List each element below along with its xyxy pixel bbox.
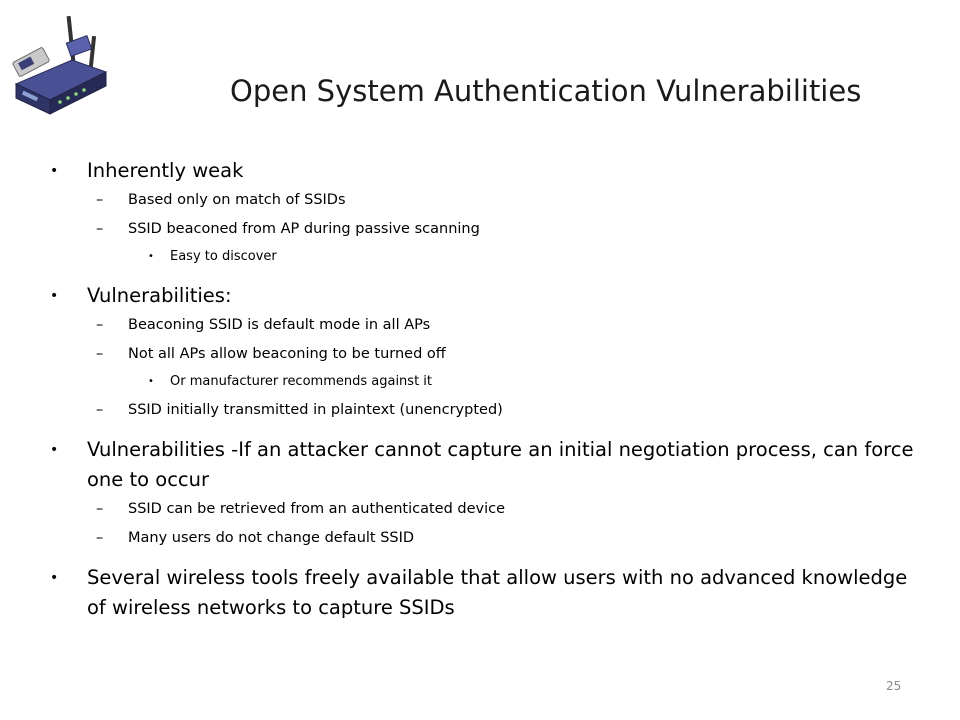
bullet-inherently-weak [50,156,920,186]
slide-title: Open System Authentication Vulnerabilities [230,74,862,108]
sub-bullet-retrieved [50,499,920,519]
bullet-dot-icon: • [148,376,154,387]
sub-bullet-ssid-beaconed [50,219,920,239]
sub-bullet-beaconing-off [50,344,920,364]
sub-bullet-default-ssid [50,528,920,548]
bullet-vulnerabilities [50,281,920,311]
sub-bullet-text: Beaconing SSID is default mode in all APs [128,317,431,333]
dash-icon: – [96,402,104,418]
bullet-dot-icon: • [50,442,59,458]
bullet-dot-icon: • [50,570,59,586]
sub-bullet-ssid-match [50,190,920,210]
wireless-router-icon [8,14,112,120]
sub-bullet-text: Not all APs allow beaconing to be turned off [128,346,446,362]
dash-icon: – [96,501,104,517]
bullet-dot-icon: • [50,163,59,179]
dash-icon: – [96,192,104,208]
sub-sub-bullet-easy-to-discover [50,248,920,266]
bullet-force-negotiation [50,435,920,495]
sub-bullet-text: Based only on match of SSIDs [128,192,346,208]
page-number: 25 [886,679,902,693]
sub-bullet-plaintext [50,400,920,420]
sub-bullet-text: SSID initially transmitted in plaintext (unencrypted) [128,402,503,418]
sub-bullet-text: SSID beaconed from AP during passive scanning [128,221,480,237]
bullet-text: Inherently weak [87,159,244,182]
dash-icon: – [96,221,104,237]
bullet-text: Vulnerabilities -If an attacker cannot capture an initial negotiation process, can force one to occur [87,438,914,491]
dash-icon: – [96,530,104,546]
bullet-list [50,156,920,627]
bullet-wireless-tools [50,563,920,623]
sub-bullet-beaconing-default [50,315,920,335]
dash-icon: – [96,346,104,362]
sub-sub-bullet-text: Or manufacturer recommends against it [170,374,433,389]
bullet-text: Vulnerabilities: [87,284,232,307]
bullet-dot-icon: • [148,251,154,262]
sub-bullet-text: SSID can be retrieved from an authenticated device [128,501,506,517]
sub-bullet-text: Many users do not change default SSID [128,530,415,546]
sub-sub-bullet-manufacturer [50,373,920,391]
dash-icon: – [96,317,104,333]
bullet-dot-icon: • [50,288,59,304]
sub-sub-bullet-text: Easy to discover [170,249,277,264]
bullet-text: Several wireless tools freely available that allow users with no advanced knowledge of wireless networks to capture SSIDs [87,566,908,619]
